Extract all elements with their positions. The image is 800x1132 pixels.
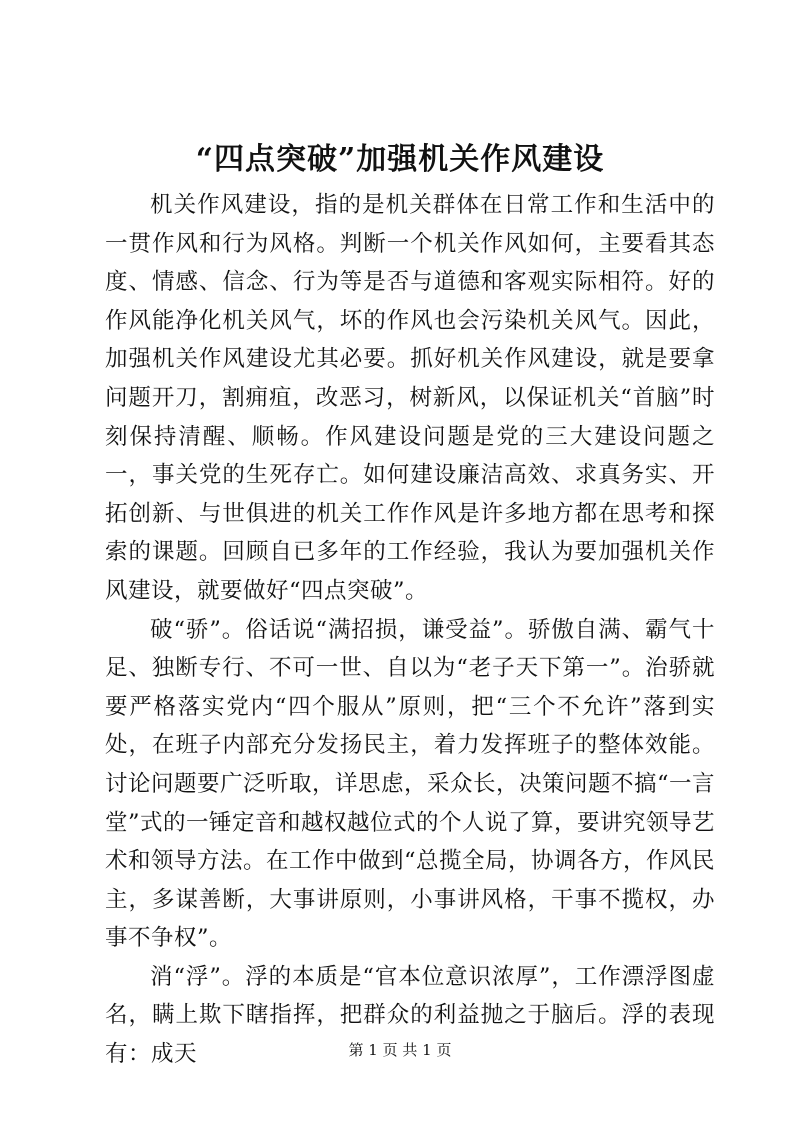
page-footer: 第 1 页 共 1 页	[348, 1041, 452, 1059]
paragraph-intro: 机关作风建设，指的是机关群体在日常工作和生活中的一贯作风和行为风格。判断一个机关作风如何，主要看其态度、情感、信念、行为等是否与道德和客观实际相符。好的作风能净化机关风气，坏的作风也会污染机关风气。因此，加强机关作风建设尤其必要。抓好机关作风建设，就是要拿问题开刀，割痈疽，改恶习，树新风，以保证机关“首脑”时刻保持清醒、顺畅。作风建设问题是党的三大建设问题之一，事关党的生死存亡。如何建设廉洁高效、求真务实、开拓创新、与世俱进的机关工作作风是许多地方都在思考和探索的课题。回顾自已多年的工作经验，我认为要加强机关作风建设，就要做好“四点突破”。	[105, 192, 715, 604]
document-title: “四点突破”加强机关作风建设	[195, 142, 605, 177]
document-body	[105, 186, 715, 1074]
paragraph-xiao-fu: 消“浮”。浮的本质是“官本位意识浓厚”，工作漂浮图虚名，瞒上欺下瞎指挥，把群众的利益抛之于脑后。浮的表现有：成天	[105, 963, 715, 1068]
paragraph-po-jiao: 破“骄”。俗话说“满招损，谦受益”。骄傲自满、霸气十足、独断专行、不可一世、自以为“老子天下第一”。治骄就要严格落实党内“四个服从”原则，把“三个不允许”落到实处，在班子内部充分发扬民主，着力发挥班子的整体效能。讨论问题要广泛听取，详思虑，采众长，决策问题不搞“一言堂”式的一锤定音和越权越位式的个人说了算，要讲究领导艺术和领导方法。在工作中做到“总揽全局，协调各方，作风民主，多谋善断，大事讲原则，小事讲风格，干事不揽权，办事不争权”。	[105, 616, 716, 952]
